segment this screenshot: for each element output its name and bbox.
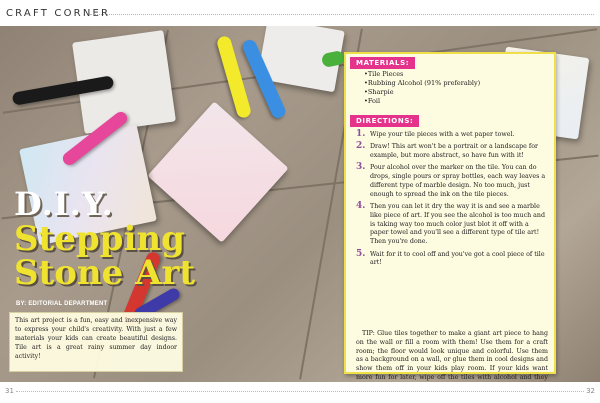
materials-list <box>364 70 480 106</box>
direction-step <box>356 248 548 269</box>
page-header <box>0 0 600 26</box>
step-number: 1. <box>356 129 366 139</box>
title-line-stone-art: Stone Art <box>14 253 196 293</box>
step-number: 4. <box>356 201 366 212</box>
step-text: Draw! This art won't be a portrait or a landscape for example, but more abstract, so have fun with it! <box>370 143 539 160</box>
direction-step <box>356 131 548 140</box>
direction-step <box>356 164 548 199</box>
materials-item: • Foil <box>364 97 480 106</box>
page-number-left: 31 <box>5 387 14 395</box>
materials-item: • Tile Pieces <box>364 70 480 79</box>
header-divider <box>90 14 594 15</box>
directions-heading: DIRECTIONS: <box>350 115 419 127</box>
step-number: 5. <box>356 248 366 259</box>
article-title <box>14 185 196 293</box>
footer-divider <box>16 391 584 392</box>
direction-step <box>356 203 548 247</box>
page-number-right: 32 <box>586 387 595 395</box>
step-number: 2. <box>356 141 366 152</box>
materials-item: • Rubbing Alcohol (91% preferably) <box>364 79 480 88</box>
byline: BY: EDITORIAL DEPARTMENT <box>16 301 108 307</box>
section-title: CRAFT CORNER <box>6 8 111 19</box>
title-diy: D.I.Y. <box>14 185 114 223</box>
step-number: 3. <box>356 162 366 173</box>
intro-paragraph: This art project is a fun, easy and inexpensive way to express your child's creativity. With just a few materials your kids can create beautiful designs. Tile art is a great rainy summer day indoor activity! <box>9 312 183 372</box>
direction-step <box>356 143 548 161</box>
directions-list <box>356 131 548 272</box>
title-line-stepping: Stepping <box>14 219 185 259</box>
instructions-panel <box>344 52 556 381</box>
step-text: Wait for it to cool off and you've got a cool piece of tile art! <box>370 250 545 267</box>
step-text: Pour alcohol over the marker on the tile. You can do drops, single pours or spray bottles, each way leaves a different type of marble design. No too much, just enough to spread the ink on the tile pieces. <box>370 164 546 198</box>
materials-item: • Sharpie <box>364 88 480 97</box>
step-text: Wipe your tile pieces with a wet paper towel. <box>370 131 515 138</box>
materials-heading: MATERIALS: <box>350 57 415 69</box>
tip-paragraph: TIP: Glue tiles together to make a giant art piece to hang on the wall or fill a room with them! Use them for a craft room; the floor would look unique and colorful. Use them as a background on a wall, or glue them in cool designs and show them off in your kids play room. If your kids want more fun for later, wipe off the tiles with alcohol and they <box>356 330 548 381</box>
step-text: Then you can let it dry the way it is and see a marble like piece of art. If you see the alcohol is too much and is taking way too much color just blot it off with a paper towel and you'll see a different type of tile art! Then you're done. <box>370 203 546 246</box>
page-footer <box>0 382 600 403</box>
